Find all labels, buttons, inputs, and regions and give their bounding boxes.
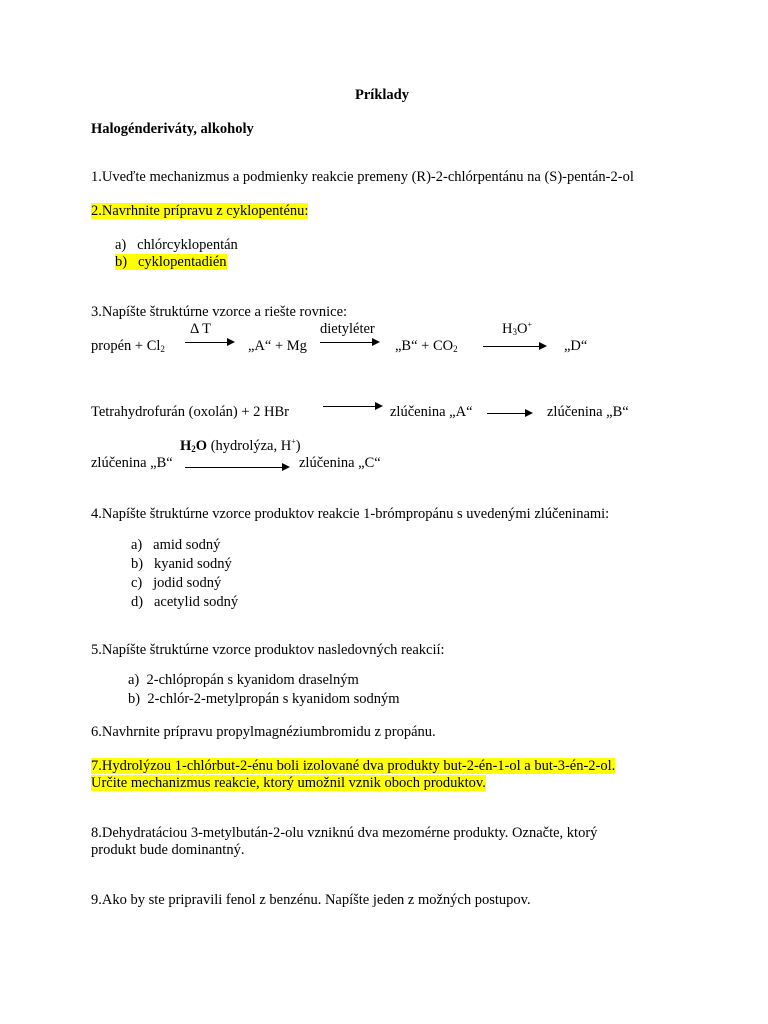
question-8-line-2: produkt bude dominantný. <box>91 842 245 858</box>
item-marker: b) <box>128 691 141 707</box>
item-text: chlórcyklopentán <box>137 237 238 253</box>
question-7-line-2 <box>91 775 486 792</box>
item-b-highlight <box>115 254 227 270</box>
formula-superscript: + <box>291 437 296 446</box>
list-item <box>131 594 238 611</box>
item-marker: a) <box>131 537 143 553</box>
compound-c: zlúčenina „C“ <box>299 455 381 471</box>
list-item <box>131 575 221 592</box>
formula-subscript: 3 <box>512 327 517 337</box>
item-marker: a) <box>115 237 127 253</box>
compound-b-co2 <box>395 338 458 355</box>
formula-part: (hydrolýza, H <box>207 438 292 454</box>
question-1: 1.Uveďte mechanizmus a podmienky reakcie premeny (R)-2-chlórpentánu na (S)-pentán-2-ol <box>91 169 634 185</box>
reaction-arrow <box>320 338 380 346</box>
page-title: Príklady <box>355 87 409 103</box>
formula-superscript: + <box>527 320 532 329</box>
item-text: 2-chlór-2-metylpropán s kyanidom sodným <box>147 691 400 707</box>
condition-delta-t: Δ T <box>190 321 212 337</box>
question-8-line-1: 8.Dehydratáciou 3-metylbután-2-olu vzniknú dva mezomérne produkty. Označte, ktorý <box>91 825 598 841</box>
question-4: 4.Napíšte štruktúrne vzorce produktov reakcie 1-brómpropánu s uvedenými zlúčeninami: <box>91 506 610 522</box>
item-text: jodid sodný <box>153 575 222 591</box>
formula-subscript: 2 <box>453 344 458 354</box>
list-item <box>128 691 400 708</box>
question-2-text: 2.Navrhnite prípravu z cyklopenténu: <box>91 203 309 219</box>
formula-part: ) <box>295 438 301 454</box>
reaction-arrow <box>487 409 533 417</box>
reaction-arrow <box>323 402 383 410</box>
compound-a: zlúčenina „A“ <box>390 404 473 420</box>
condition-hydrolysis <box>180 438 301 455</box>
section-heading: Halogénderiváty, alkoholy <box>91 121 254 137</box>
formula-subscript: 2 <box>160 344 165 354</box>
item-text: kyanid sodný <box>153 556 232 572</box>
item-text: amid sodný <box>153 537 221 553</box>
list-item <box>131 556 232 573</box>
thf-reaction-left: Tetrahydrofurán (oxolán) + 2 HBr <box>91 404 290 420</box>
question-2-item-a <box>115 237 238 254</box>
formula-part: H <box>502 321 513 337</box>
formula-part: O <box>195 438 208 454</box>
item-marker: a) <box>128 672 140 688</box>
list-item <box>128 672 359 689</box>
formula-subscript: 2 <box>191 444 196 454</box>
question-3: 3.Napíšte štruktúrne vzorce a riešte rovnice: <box>91 304 348 320</box>
reaction-arrow <box>185 338 235 346</box>
item-marker: b) <box>131 556 144 572</box>
question-9: 9.Ako by ste pripravili fenol z benzénu. Napíšte jeden z možných postupov. <box>91 892 531 908</box>
reaction-arrow <box>185 463 290 471</box>
formula-part: H <box>180 438 192 454</box>
highlighted-text: 7.Hydrolýzou 1-chlórbut-2-énu boli izolované dva produkty but-2-én-1-ol a but-3-én-2-ol. <box>91 758 616 774</box>
question-2-item-b <box>115 254 227 271</box>
compound-a-mg: „A“ + Mg <box>248 338 307 354</box>
reaction-start <box>91 338 165 355</box>
question-7-line-1 <box>91 758 615 775</box>
condition-h3o <box>502 321 532 338</box>
question-2 <box>91 203 308 220</box>
compound-b: zlúčenina „B“ <box>547 404 629 420</box>
formula-part: propén + Cl <box>91 338 161 354</box>
compound-b-step: zlúčenina „B“ <box>91 455 173 471</box>
item-text: acetylid sodný <box>153 594 239 610</box>
highlighted-text: Určite mechanizmus reakcie, ktorý umožnil vznik oboch produktov. <box>91 775 486 791</box>
compound-d: „D“ <box>564 338 588 354</box>
item-text: cyklopentadién <box>137 254 227 270</box>
question-5: 5.Napíšte štruktúrne vzorce produktov nasledovných reakcií: <box>91 642 445 658</box>
item-marker: b) <box>115 254 128 270</box>
condition-dietylether: dietyléter <box>320 321 375 337</box>
item-marker: c) <box>131 575 143 591</box>
question-6: 6.Navhrnite prípravu propylmagnéziumbromidu z propánu. <box>91 724 436 740</box>
formula-part: O <box>516 321 528 337</box>
item-text: 2-chlópropán s kyanidom draselným <box>146 672 359 688</box>
list-item <box>131 537 220 554</box>
formula-part: „B“ + CO <box>395 338 454 354</box>
item-marker: d) <box>131 594 144 610</box>
reaction-arrow <box>483 342 547 350</box>
